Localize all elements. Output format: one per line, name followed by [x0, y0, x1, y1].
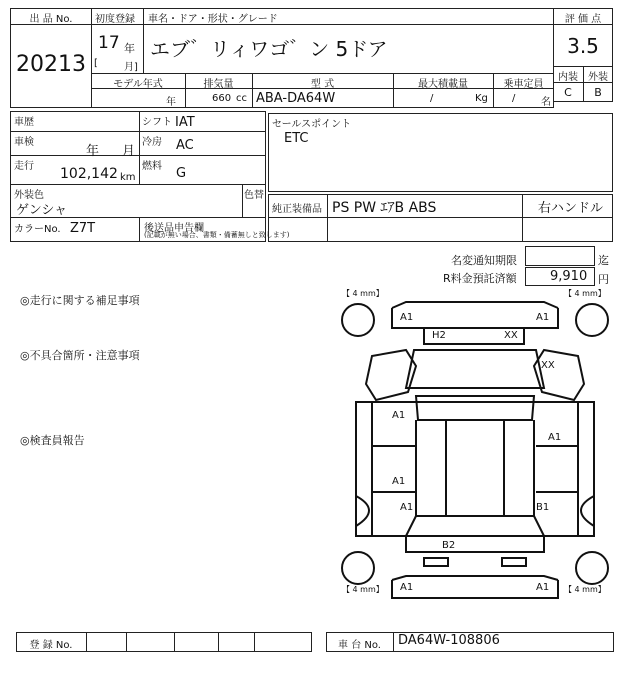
- exterior-color-value: ゲンシャ: [16, 203, 68, 218]
- type-value: ABA-DA64W: [256, 91, 336, 106]
- interior-label: 内装: [558, 72, 578, 83]
- tire-front-left-label: 【 4 mm】: [342, 289, 384, 298]
- driving-notes-label: ◎走行に関する補足事項: [20, 294, 140, 307]
- first-reg-bracket: [: [94, 58, 98, 69]
- mark-rear-bumper-left: A1: [400, 582, 414, 593]
- capacity-unit: 名: [541, 97, 551, 108]
- fuel-value: G: [176, 166, 187, 181]
- sales-points-label: セールスポイント: [272, 119, 352, 130]
- name-change-label: 名変通知期限: [451, 254, 517, 267]
- registration-label: 登 録 No.: [29, 640, 73, 651]
- first-reg-label: 初度登録: [95, 14, 135, 25]
- car-outline: [336, 286, 614, 602]
- recycle-unit: 円: [598, 273, 609, 286]
- recycle-label: R料金預託済額: [443, 272, 517, 285]
- type-label: 型 式: [310, 79, 335, 90]
- inspection-year-unit: 年: [86, 144, 100, 159]
- shift-label: シフト: [142, 117, 172, 128]
- exterior-color-label: 外装色: [14, 190, 44, 201]
- mark-back-door: B2: [442, 540, 456, 551]
- mark-front-bumper-left: A1: [400, 312, 414, 323]
- chassis-label: 車 台 No.: [338, 640, 381, 651]
- displacement-label: 排気量: [203, 79, 234, 90]
- genuine-equipment-value: PS PW ｴｱB ABS: [332, 200, 437, 216]
- mark-left-rear-door: A1: [392, 476, 406, 487]
- inspection-label: 車検: [14, 137, 34, 148]
- displacement-value: 660: [212, 93, 232, 104]
- aircon-label: 冷房: [142, 137, 162, 148]
- first-reg-year: 17: [98, 33, 120, 53]
- genuine-equipment-label: 純正装備品: [272, 204, 322, 215]
- mark-left-front-door: A1: [392, 410, 406, 421]
- mileage-unit: km: [120, 172, 136, 183]
- inspection-month-unit: 月: [122, 144, 136, 159]
- score: 3.5: [567, 34, 599, 58]
- exterior-grade: B: [594, 86, 602, 99]
- capacity-slash: /: [512, 93, 516, 104]
- recycle-amount: 9,910: [550, 269, 588, 284]
- mark-right-front-door: A1: [548, 432, 562, 443]
- max-load-slash: /: [430, 93, 434, 104]
- model-year-label: モデル年式: [113, 79, 163, 90]
- score-label: 評 価 点: [564, 14, 602, 25]
- tire-rear-right-label: 【 4 mm】: [564, 585, 606, 594]
- capacity-label: 乗車定員: [503, 79, 544, 90]
- mark-right-front-fender: XX: [541, 360, 555, 371]
- max-load-label: 最大積載量: [418, 79, 468, 90]
- displacement-unit: cc: [236, 93, 247, 104]
- max-load-unit: Kg: [475, 93, 488, 104]
- lot-no-label: 出 品 No.: [29, 14, 73, 25]
- lot-no: 20213: [16, 52, 86, 77]
- history-label: 車歴: [14, 117, 34, 128]
- car-name: エブ゛リィワゴ゛ン 5ドア: [150, 37, 388, 61]
- exterior-label: 外装: [588, 72, 608, 83]
- model-year-unit: 年: [166, 97, 176, 108]
- mark-front-bumper-right: A1: [536, 312, 550, 323]
- damage-diagram: [336, 286, 614, 602]
- first-reg-year-unit: 年: [124, 42, 135, 55]
- aftermarket-note: (記載が無い場合、書類・備蓄無しと致します): [144, 231, 290, 239]
- sales-points-value: ETC: [284, 131, 309, 146]
- shift-value: IAT: [175, 115, 195, 130]
- mark-hood-left: H2: [432, 330, 446, 341]
- tire-front-right-label: 【 4 mm】: [564, 289, 606, 298]
- inspector-report-label: ◎検査員報告: [20, 434, 85, 447]
- color-no-label: カラーNo.: [14, 224, 61, 235]
- defects-label: ◎不具合箇所・注意事項: [20, 349, 140, 362]
- color-no-value: Z7T: [70, 221, 96, 236]
- name-change-box: [525, 246, 595, 266]
- mark-right-rear-quarter: B1: [536, 502, 550, 513]
- name-change-unit: 迄: [598, 254, 609, 267]
- aircon-value: AC: [176, 138, 194, 153]
- first-reg-month-unit: 月]: [124, 62, 138, 73]
- tire-rear-left-label: 【 4 mm】: [342, 585, 384, 594]
- fuel-label: 燃料: [142, 161, 162, 172]
- mark-rear-bumper-right: A1: [536, 582, 550, 593]
- mark-left-rear-quarter: A1: [400, 502, 414, 513]
- recolor-label: 色替: [244, 190, 264, 201]
- chassis-number: DA64W-108806: [398, 633, 500, 648]
- interior-grade: C: [564, 86, 572, 99]
- mileage-label: 走行: [14, 161, 34, 172]
- steering-value: 右ハンドル: [538, 201, 604, 216]
- car-name-label: 車名・ドア・形状・グレード: [148, 14, 278, 25]
- mileage-value: 102,142: [60, 166, 118, 182]
- mark-hood-right: XX: [504, 330, 518, 341]
- aftermarket-label: 後送品申告欄: [144, 223, 204, 234]
